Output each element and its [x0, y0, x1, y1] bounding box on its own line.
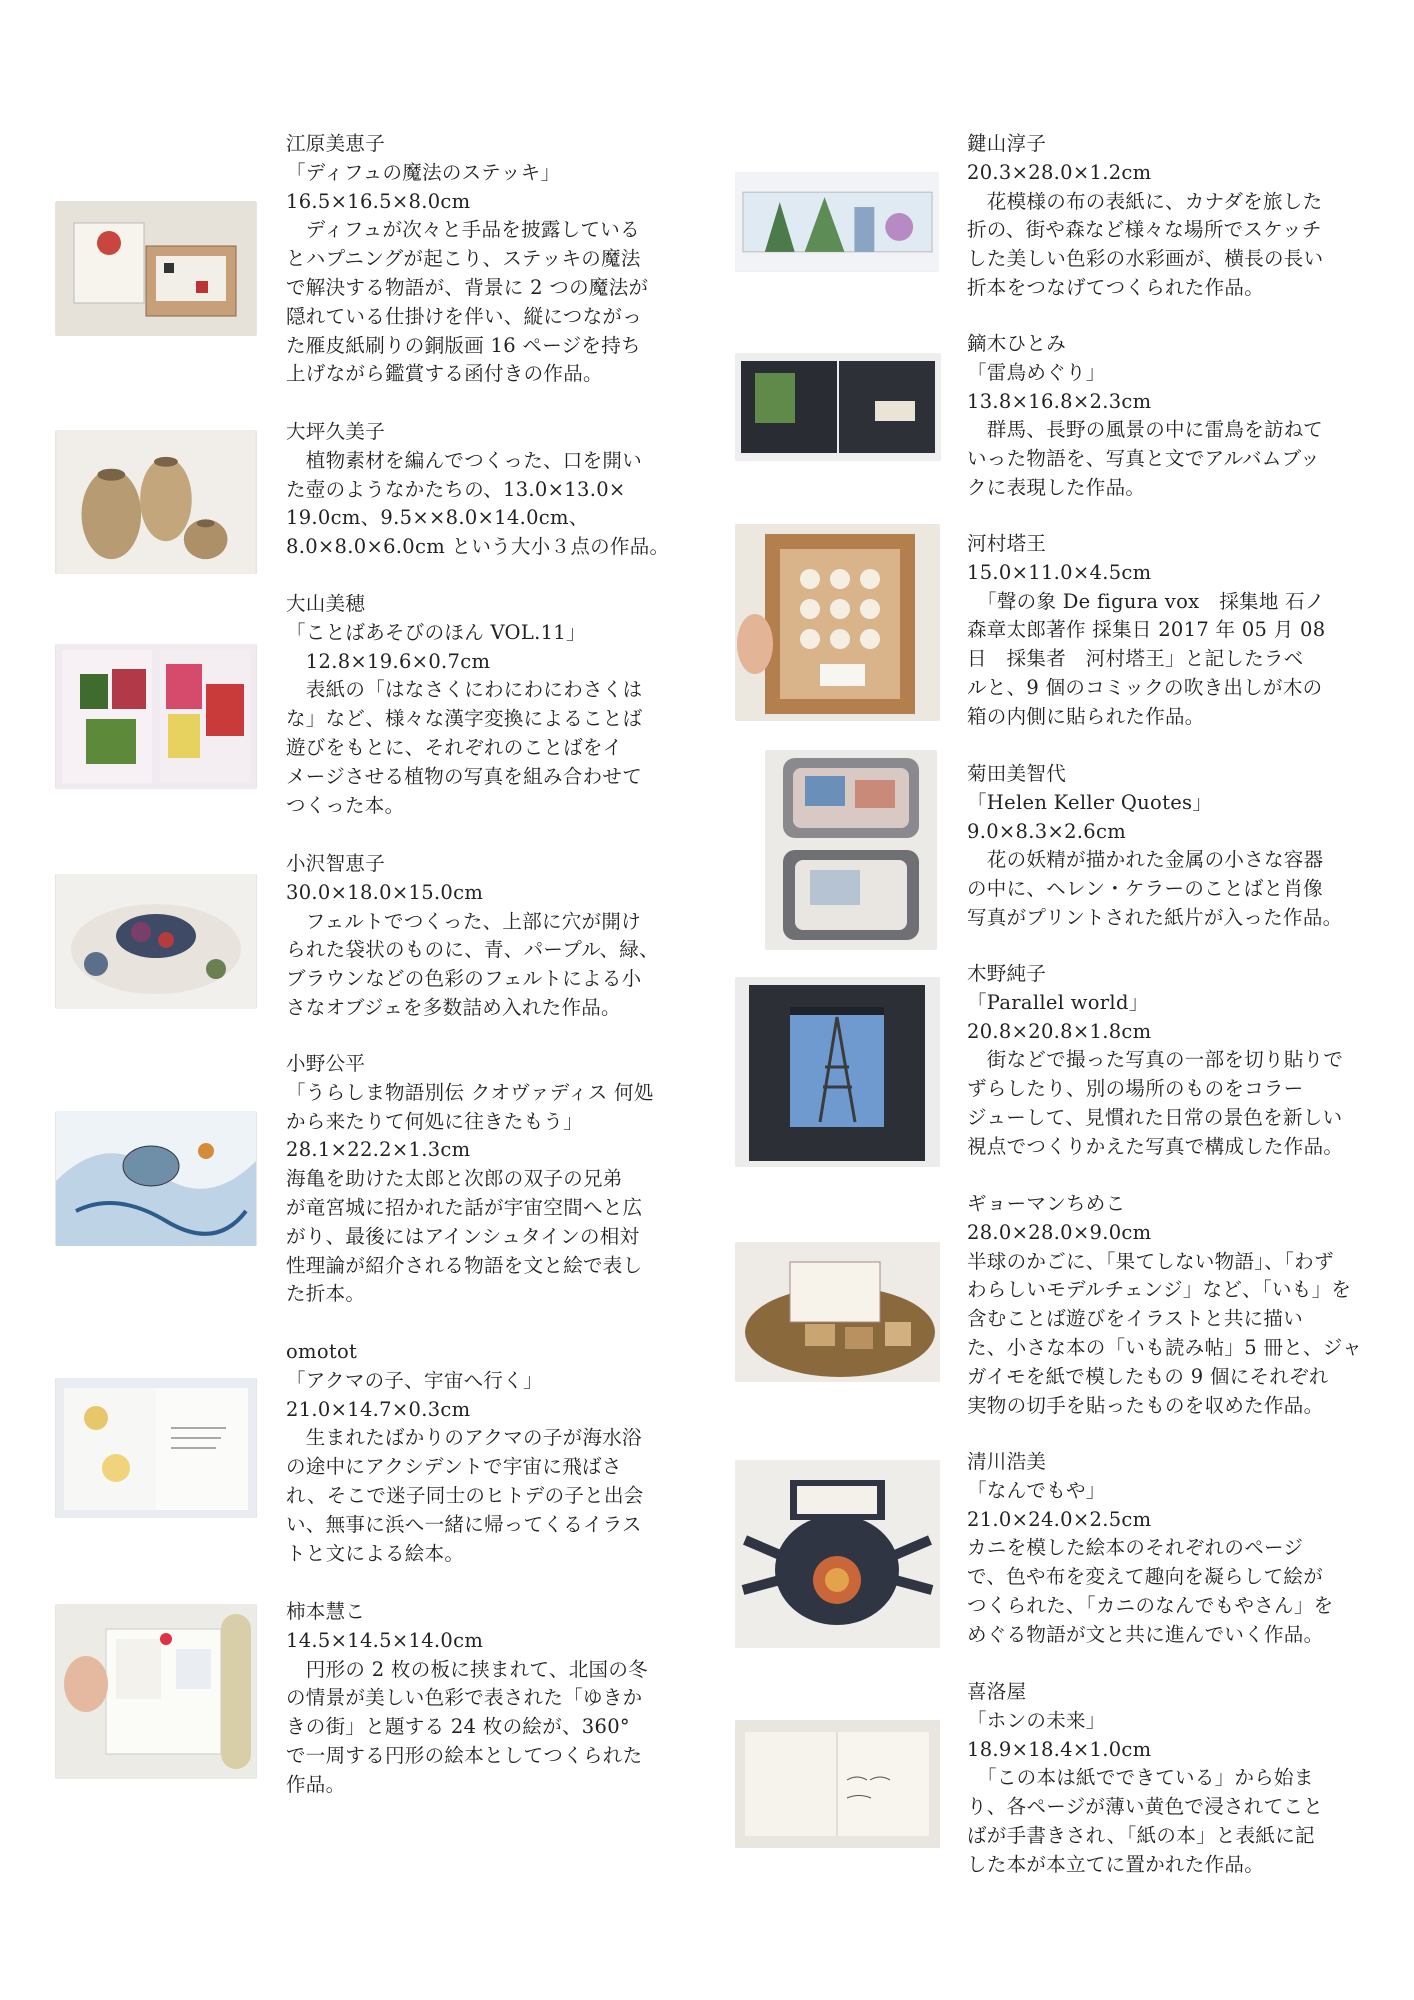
description-line: られた袋状のものに、青、パープル、緑、	[286, 938, 659, 962]
description-line: 13.8×16.8×2.3cm	[967, 389, 1152, 413]
artwork-photo	[55, 874, 257, 1009]
artwork-photo	[735, 977, 940, 1167]
description-line: 含むことば遊びをイラストと共に描い	[967, 1307, 1304, 1331]
artwork-description	[286, 590, 678, 820]
artwork-description	[967, 960, 1359, 1162]
description-line: 「ことばあそびのほん VOL.11」	[286, 620, 586, 644]
description-line: ずらしたり、別の場所のものをコラー	[967, 1077, 1304, 1101]
artist-name: 菊田美智代	[967, 762, 1067, 785]
description-line: 30.0×18.0×15.0cm	[286, 880, 484, 904]
artwork-photo	[735, 172, 939, 272]
description-line: 「Helen Keller Quotes」	[967, 790, 1213, 814]
description-line: 28.1×22.2×1.3cm	[286, 1138, 471, 1162]
description-line: れ、そこで迷子同士のヒトデの子と出会	[286, 1483, 644, 1507]
artwork-description	[967, 1448, 1359, 1650]
artwork-description	[967, 530, 1359, 732]
artist-name: 河村塔王	[967, 532, 1047, 555]
description-line: な」など、様々な漢字変換によることば	[286, 707, 643, 731]
description-line: 円形の 2 枚の板に挟まれて、北国の冬	[286, 1657, 648, 1681]
description-line: 「この本は紙でできている」から始ま	[967, 1766, 1314, 1790]
artist-name: 清川浩美	[967, 1450, 1047, 1473]
description-line: 「アクマの子、宇宙へ行く」	[286, 1368, 543, 1392]
description-line: めぐる物語が文と共に進んでいく作品。	[967, 1622, 1324, 1646]
artist-name: 小野公平	[286, 1052, 366, 1075]
description-line: さなオブジェを多数詰め入れた作品。	[286, 995, 621, 1019]
artwork-photo	[735, 524, 940, 721]
description-line: 遊びをもとに、それぞれのことばをイ	[286, 735, 623, 759]
description-line: た壺のようなかたちの、13.0×13.0×	[286, 477, 626, 501]
description-line: ルと、9 個のコミックの吹き出しが木の	[967, 675, 1323, 699]
artist-name: 大山美穂	[286, 592, 366, 615]
description-line: クに表現した作品。	[967, 475, 1146, 499]
artist-name: 鏑木ひとみ	[967, 332, 1067, 355]
description-line: 12.8×19.6×0.7cm	[286, 649, 491, 673]
artwork-photo	[735, 1460, 940, 1648]
description-line: ブラウンなどの色彩のフェルトによる小	[286, 967, 642, 991]
artist-name: 大坪久美子	[286, 420, 386, 443]
description-line: 「聲の象 De figura vox 採集地 石ノ	[967, 589, 1325, 613]
artist-name: 鍵山淳子	[967, 132, 1047, 155]
description-line: メージさせる植物の写真を組み合わせて	[286, 764, 643, 788]
description-line: 「なんでもや」	[967, 1478, 1106, 1502]
description-line: 「Parallel world」	[967, 990, 1149, 1014]
artist-name: ギョーマンちめこ	[967, 1192, 1126, 1215]
description-line: ディフュが次々と手品を披露している	[286, 218, 640, 242]
description-line: で解決する物語が、背景に 2 つの魔法が	[286, 275, 649, 299]
description-line: 森章太郎著作 採集日 2017 年 05 月 08	[967, 618, 1326, 642]
artwork-photo	[765, 750, 937, 950]
description-line: 写真がプリントされた紙片が入った作品。	[967, 905, 1343, 929]
description-line: がり、最後にはアインシュタインの相対	[286, 1224, 640, 1248]
description-line: 群馬、長野の風景の中に雷鳥を訪ねて	[967, 418, 1323, 442]
artwork-photo	[55, 201, 257, 336]
artwork-photo	[55, 644, 257, 789]
description-line: い、無事に浜へ一緒に帰ってくるイラス	[286, 1512, 642, 1536]
description-line: 花模様の布の表紙に、カナダを旅した	[967, 189, 1323, 213]
left-column	[0, 0, 680, 2000]
artwork-description	[967, 1678, 1359, 1880]
description-line: 海亀を助けた太郎と次郎の双子の兄弟	[286, 1167, 623, 1191]
artwork-photo	[735, 353, 941, 461]
description-line: 日 採集者 河村塔王」と記したラベ	[967, 647, 1304, 671]
description-line: わらしいモデルチェンジ」など、「いも」を	[967, 1278, 1352, 1302]
artist-name: omotot	[286, 1340, 358, 1363]
description-line: 性理論が紹介される物語を文と絵で表し	[286, 1253, 643, 1277]
description-line: た雁皮紙刷りの銅版画 16 ページを持ち	[286, 333, 641, 357]
description-line: 隠れている仕掛けを伴い、縦につながっ	[286, 304, 643, 328]
description-line: た折本。	[286, 1282, 366, 1306]
description-line: の中に、ヘレン・ケラーのことばと肖像	[967, 877, 1323, 901]
description-line: り、各ページが薄い黄色で浸されてこと	[967, 1795, 1324, 1819]
description-line: 視点でつくりかえた写真で構成した作品。	[967, 1134, 1344, 1158]
artist-name: 柿本慧こ	[286, 1600, 366, 1623]
description-line: カニを模した絵本のそれぞれのページ	[967, 1536, 1304, 1560]
description-line: 28.0×28.0×9.0cm	[967, 1220, 1152, 1244]
right-column	[700, 0, 1380, 2000]
artwork-description	[286, 418, 678, 562]
artwork-photo	[735, 1242, 940, 1382]
description-line: 箱の内側に貼られた作品。	[967, 704, 1205, 728]
description-line: いった物語を、写真と文でアルバムブッ	[967, 447, 1320, 471]
artwork-description	[967, 1190, 1363, 1420]
description-line: 実物の切手を貼ったものを収めた作品。	[967, 1393, 1324, 1417]
description-line: で一周する円形の絵本としてつくられた	[286, 1743, 643, 1767]
description-line: から来たりて何処に往きたもう」	[286, 1109, 584, 1133]
artwork-description	[967, 130, 1359, 303]
description-line: つくった本。	[286, 793, 405, 817]
description-line: した美しい色彩の水彩画が、横長の長い	[967, 247, 1324, 271]
description-line: 18.9×18.4×1.0cm	[967, 1737, 1152, 1761]
description-line: 上げながら鑑賞する函付きの作品。	[286, 362, 603, 386]
artwork-photo	[735, 1720, 940, 1848]
description-line: 19.0cm、9.5××8.0×14.0cm、	[286, 506, 589, 530]
description-line: の情景が美しい色彩で表された「ゆきか	[286, 1686, 643, 1710]
description-line: 「ホンの未来」	[967, 1708, 1106, 1732]
description-line: 生まれたばかりのアクマの子が海水浴	[286, 1426, 642, 1450]
description-line: が竜宮城に招かれた話が宇宙空間へと広	[286, 1195, 643, 1219]
description-line: 20.3×28.0×1.2cm	[967, 160, 1152, 184]
artist-name: 木野純子	[967, 962, 1047, 985]
description-line: ジューして、見慣れた日常の景色を新しい	[967, 1105, 1343, 1129]
description-line: した本が本立てに置かれた作品。	[967, 1852, 1265, 1876]
artwork-photo	[55, 1604, 257, 1779]
artwork-description	[286, 850, 678, 1023]
description-line: ガイモを紙で模したもの 9 個にそれぞれ	[967, 1364, 1329, 1388]
description-line: 21.0×24.0×2.5cm	[967, 1507, 1152, 1531]
description-line: 作品。	[286, 1772, 346, 1796]
description-line: で、色や布を変えて趣向を凝らして絵が	[967, 1565, 1324, 1589]
description-line: きの街」と題する 24 枚の絵が、360°	[286, 1715, 630, 1739]
artwork-description	[286, 130, 678, 389]
description-line: 「うらしま物語別伝 クオヴァディス 何処	[286, 1080, 654, 1104]
description-line: 「ディフュの魔法のステッキ」	[286, 160, 561, 184]
artwork-description	[286, 1338, 678, 1568]
description-line: 9.0×8.3×2.6cm	[967, 819, 1127, 843]
description-line: とハプニングが起こり、ステッキの魔法	[286, 247, 641, 271]
artwork-description	[286, 1598, 678, 1800]
description-line: 16.5×16.5×8.0cm	[286, 189, 471, 213]
description-line: 14.5×14.5×14.0cm	[286, 1628, 484, 1652]
description-line: 半球のかごに、「果てしない物語」、「わず	[967, 1249, 1334, 1273]
description-line: た、小さな本の「いも読み帖」5 冊と、ジャ	[967, 1335, 1363, 1359]
description-line: 折本をつなげてつくられた作品。	[967, 275, 1265, 299]
description-line: 20.8×20.8×1.8cm	[967, 1019, 1152, 1043]
description-line: 15.0×11.0×4.5cm	[967, 560, 1152, 584]
description-line: 8.0×8.0×6.0cm という大小３点の作品。	[286, 535, 670, 559]
artwork-description	[967, 760, 1359, 933]
description-line: の途中にアクシデントで宇宙に飛ばさ	[286, 1455, 622, 1479]
description-line: 折の、街や森など様々な場所でスケッチ	[967, 218, 1322, 242]
artwork-photo	[55, 1378, 257, 1518]
artwork-photo	[55, 1111, 257, 1246]
artist-name: 喜洛屋	[967, 1680, 1027, 1703]
artist-name: 江原美恵子	[286, 132, 386, 155]
description-line: トと文による絵本。	[286, 1541, 465, 1565]
description-line: 表紙の「はなさくにわにわにわさくは	[286, 678, 643, 702]
artwork-description	[967, 330, 1359, 503]
description-line: 花の妖精が描かれた金属の小さな容器	[967, 848, 1324, 872]
description-line: つくられた、「カニのなんでもやさん」を	[967, 1593, 1334, 1617]
description-line: フェルトでつくった、上部に穴が開け	[286, 909, 642, 933]
description-line: 植物素材を編んでつくった、口を開い	[286, 448, 643, 472]
description-line: ばが手書きされ、「紙の本」と表紙に記	[967, 1823, 1315, 1847]
description-line: 「雷鳥めぐり」	[967, 360, 1106, 384]
description-line: 21.0×14.7×0.3cm	[286, 1397, 471, 1421]
artist-name: 小沢智恵子	[286, 852, 386, 875]
artwork-description	[286, 1050, 678, 1309]
description-line: 街などで撮った写真の一部を切り貼りで	[967, 1048, 1344, 1072]
artwork-photo	[55, 430, 257, 574]
